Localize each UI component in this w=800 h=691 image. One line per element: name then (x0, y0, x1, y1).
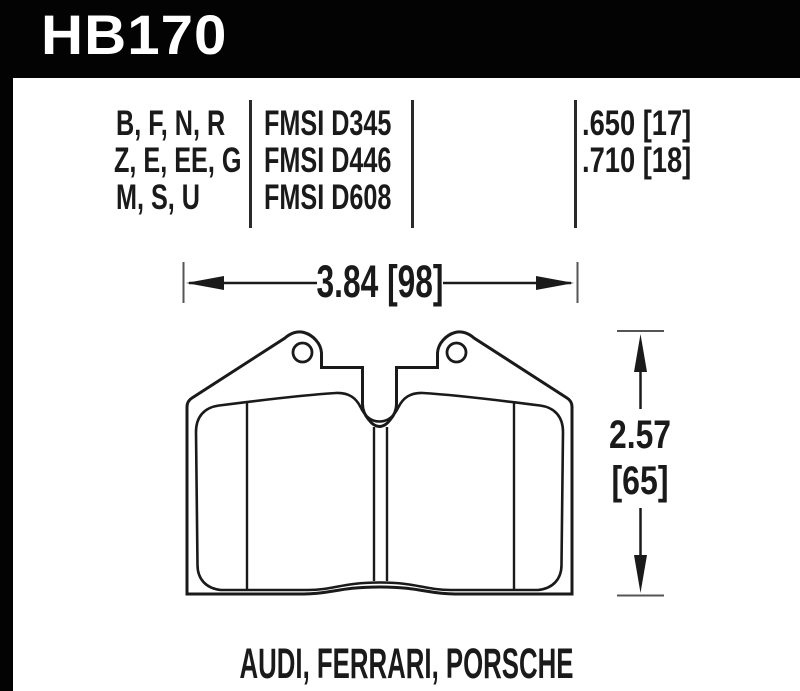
part-number: HB170 (41, 3, 228, 66)
friction-pad-outline (196, 393, 563, 590)
height-dimension (609, 331, 671, 596)
arrow-up-icon (634, 334, 647, 372)
mounting-hole-right (447, 343, 466, 362)
width-dimension (184, 256, 578, 307)
thickness-row: .710 [18] (582, 141, 692, 180)
thickness-row: .650 [17] (582, 104, 692, 143)
fmsi-row: FMSI D446 (264, 141, 392, 180)
vehicle-applications: AUDI, FERRARI, PORSCHE (239, 640, 574, 688)
compound-row: Z, E, EE, G (114, 141, 242, 180)
fmsi-row: FMSI D608 (264, 178, 392, 217)
mounting-hole-left (293, 343, 312, 362)
width-dimension-label: 3.84 [98] (316, 256, 444, 307)
pad-drawing (187, 332, 572, 594)
height-dimension-inches: 2.57 (609, 413, 671, 457)
arrow-left-icon (186, 276, 224, 290)
height-dimension-mm: [65] (611, 459, 669, 503)
arrow-right-icon (536, 276, 574, 290)
compound-row: B, F, N, R (116, 104, 226, 143)
compound-row: M, S, U (116, 178, 201, 217)
fmsi-row: FMSI D345 (264, 104, 392, 143)
arrow-down-icon (634, 555, 647, 593)
